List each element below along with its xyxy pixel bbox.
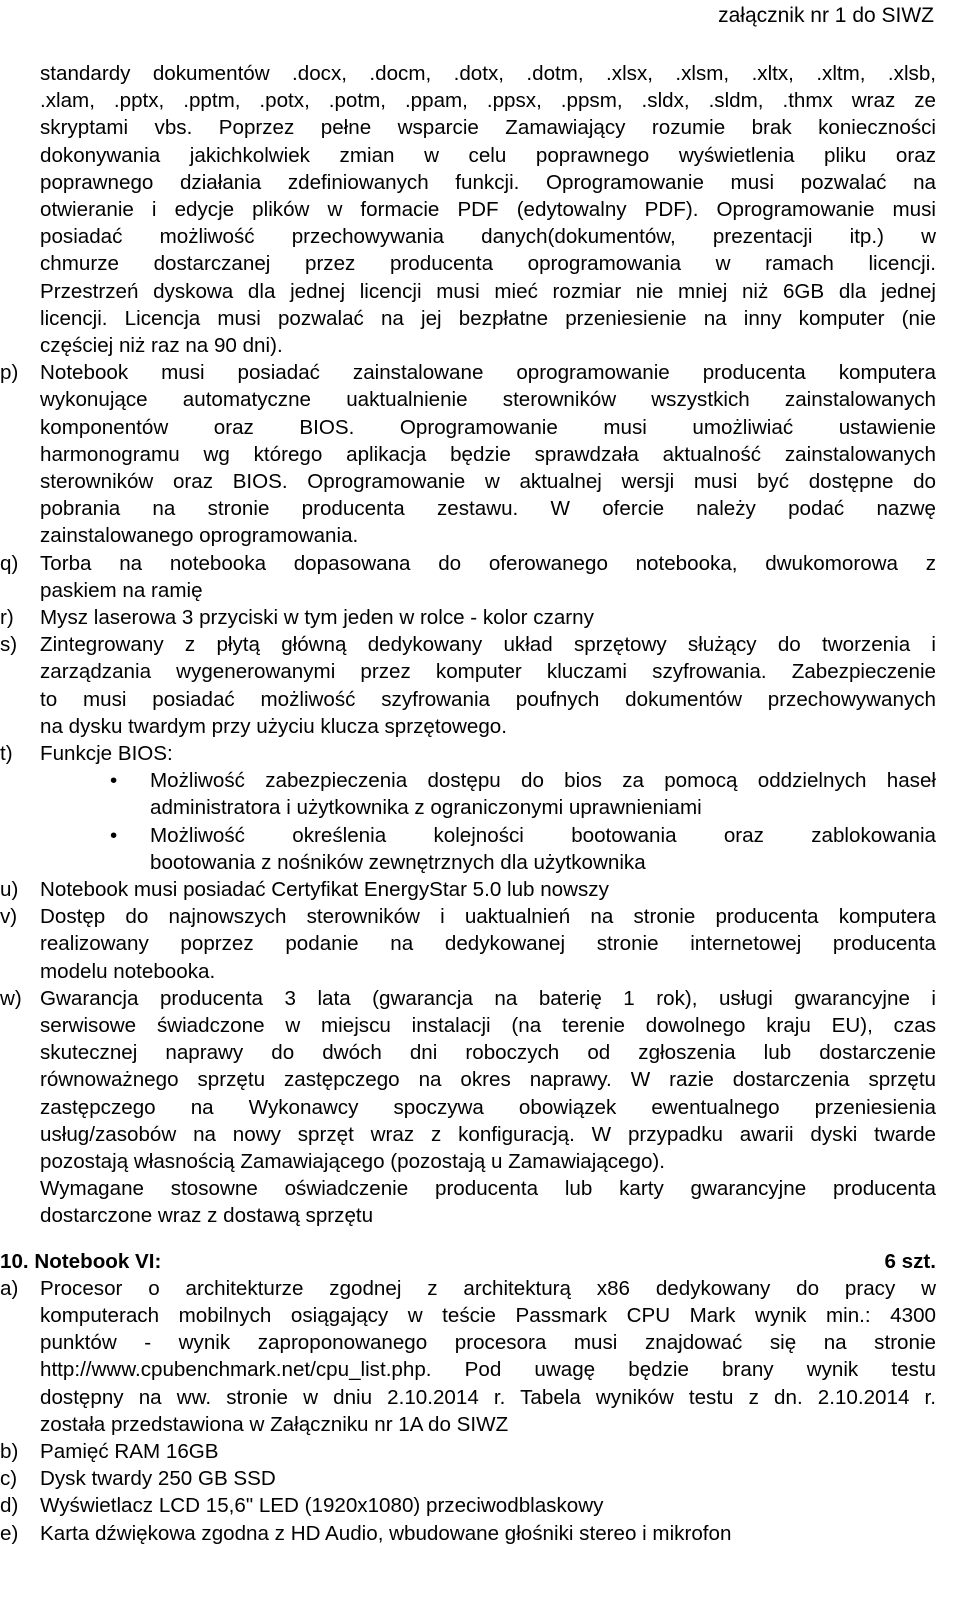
list-item-line: paskiem na ramię <box>40 578 203 602</box>
paragraph-line: otwieranie i edycje plików w formacie PDF (edytowalny PDF). Oprogramowanie musi <box>40 198 936 221</box>
list-item-line: zastępczego na Wykonawcy spoczywa obowiązek ewentualnego przeniesienia <box>40 1095 936 1119</box>
section-title: 10. Notebook VI: <box>0 1249 162 1273</box>
paragraph-line: dokonywania jakichkolwiek zmian w celu poprawnego wyświetlenia pliku oraz <box>40 143 936 167</box>
list-item-line: Wyświetlacz LCD 15,6" LED (1920x1080) przeciwodblaskowy <box>40 1494 604 1518</box>
list-item-line: dostępny na ww. stronie w dniu 2.10.2014 r. Tabela wyników testu z dn. 2.10.2014 r. <box>40 1385 936 1409</box>
list-item-line: punktów - wynik zaproponowanego procesora musi znajdować się na stronie <box>40 1331 936 1355</box>
list-item-line: Notebook musi posiadać zainstalowane oprogramowanie producenta komputera <box>40 361 936 385</box>
list-item-line: zainstalowanego oprogramowania. <box>40 524 359 548</box>
list-item-line: Mysz laserowa 3 przyciski w tym jeden w rolce - kolor czarny <box>40 606 594 629</box>
list-item-marker: b) <box>0 1440 19 1463</box>
bullet-line: Możliwość określenia kolejności bootowania oraz zablokowania <box>150 823 936 847</box>
list-item-line: Zintegrowany z płytą główną dedykowany układ sprzętowy służący do tworzenia i <box>40 633 936 657</box>
paragraph-line: chmurze dostarczanej przez producenta oprogramowania w ramach licencji. <box>40 252 936 276</box>
list-item-marker: a) <box>0 1276 19 1300</box>
paragraph-line: częściej niż raz na 90 dni). <box>40 334 283 357</box>
list-item-marker: w) <box>0 986 22 1010</box>
list-item-line: komponentów oraz BIOS. Oprogramowanie musi umożliwiać ustawienie <box>40 415 936 439</box>
list-item-line: serwisowe świadczone w miejscu instalacji (na terenie dowolnego kraju EU), czas <box>40 1014 936 1037</box>
list-item-marker: d) <box>0 1494 19 1518</box>
list-item-line: wykonujące automatyczne uaktualnienie sterowników wszystkich zainstalowanych <box>40 388 936 412</box>
document-header: załącznik nr 1 do SIWZ <box>718 4 934 27</box>
bullet-icon: • <box>110 823 118 847</box>
list-item-line: Notebook musi posiadać Certyfikat EnergyStar 5.0 lub nowszy <box>40 878 609 901</box>
list-item-line: skutecznej naprawy do dwóch dni roboczych od zgłoszenia lub dostarczenie <box>40 1041 936 1065</box>
list-item-line: Pamięć RAM 16GB <box>40 1440 219 1463</box>
bullet-line: bootowania z nośników zewnętrznych dla użytkownika <box>150 850 646 874</box>
list-item-line: Funkcje BIOS: <box>40 742 173 765</box>
paragraph-line: poprawnego działania zdefiniowanych funkcji. Oprogramowanie musi pozwalać na <box>40 170 936 194</box>
list-item-line: na dysku twardym przy użyciu klucza sprzętowego. <box>40 714 507 738</box>
paragraph-line: licencji. Licencja musi pozwalać na jej bezpłatne przeniesienie na inny komputer (nie <box>40 306 936 330</box>
list-item-marker: e) <box>0 1521 19 1545</box>
list-item-line: realizowany poprzez podanie na dedykowanej stronie internetowej producenta <box>40 932 936 956</box>
list-item-line: równoważnego sprzętu zastępczego na okres naprawy. W razie dostarczenia sprzętu <box>40 1068 936 1092</box>
list-item-line: dostarczone wraz z dostawą sprzętu <box>40 1204 374 1228</box>
list-item-line: pobrania na stronie producenta zestawu. W ofercie należy podać nazwę <box>40 497 936 521</box>
paragraph-line: Przestrzeń dyskowa dla jednej licencji musi mieć rozmiar nie mniej niż 6GB dla jednej <box>40 279 936 303</box>
list-item-marker: u) <box>0 878 19 901</box>
paragraph-line: .xlam, .pptx, .pptm, .potx, .potm, .ppam, .ppsx, .ppsm, .sldx, .sldm, .thmx wraz ze <box>40 89 936 113</box>
list-item-marker: v) <box>0 905 18 929</box>
list-item-line: usług/zasobów na nowy sprzęt wraz z konfiguracją. W przypadku awarii dyski twarde <box>40 1122 936 1146</box>
list-item-line: Wymagane stosowne oświadczenie producenta lub karty gwarancyjne producenta <box>40 1177 936 1201</box>
bullet-line: Możliwość zabezpieczenia dostępu do bios za pomocą oddzielnych haseł <box>150 769 936 793</box>
bullet-line: administratora i użytkownika z ograniczonymi uprawnieniami <box>150 796 702 820</box>
list-item-marker: s) <box>0 633 18 657</box>
list-item-line: harmonogramu wg którego aplikacja będzie sprawdzała aktualność zainstalowanych <box>40 442 936 466</box>
list-item-line: http://www.cpubenchmark.net/cpu_list.php. Pod uwagę będzie brany wynik testu <box>40 1358 936 1382</box>
paragraph-line: standardy dokumentów .docx, .docm, .dotx, .dotm, .xlsx, .xlsm, .xltx, .xltm, .xlsb, <box>40 62 936 85</box>
paragraph-line: posiadać możliwość przechowywania danych(dokumentów, prezentacji itp.) w <box>40 225 936 249</box>
list-item-line: modelu notebooka. <box>40 959 216 983</box>
list-item-marker: t) <box>0 742 13 765</box>
list-item-line: Procesor o architekturze zgodnej z architekturą x86 dedykowany do pracy w <box>40 1276 936 1300</box>
list-item-line: Gwarancja producenta 3 lata (gwarancja na baterię 1 rok), usługi gwarancyjne i <box>40 986 936 1010</box>
paragraph-line: skryptami vbs. Poprzez pełne wsparcie Zamawiający rozumie brak konieczności <box>40 116 936 140</box>
list-item-line: została przedstawiona w Załączniku nr 1A do SIWZ <box>40 1412 509 1436</box>
list-item-line: Dysk twardy 250 GB SSD <box>40 1467 276 1491</box>
list-item-marker: c) <box>0 1467 18 1491</box>
list-item-line: Dostęp do najnowszych sterowników i uaktualnień na stronie producenta komputera <box>40 905 936 929</box>
bullet-icon: • <box>110 769 118 793</box>
list-item-line: Torba na notebooka dopasowana do oferowanego notebooka, dwukomorowa z <box>40 551 936 575</box>
section-quantity: 6 szt. <box>884 1249 936 1273</box>
list-item-line: pozostają własnością Zamawiającego (pozostają u Zamawiającego). <box>40 1150 665 1173</box>
list-item-marker: r) <box>0 606 14 629</box>
list-item-line: sterowników oraz BIOS. Oprogramowanie w aktualnej wersji musi być dostępne do <box>40 470 936 493</box>
list-item-line: Karta dźwiękowa zgodna z HD Audio, wbudowane głośniki stereo i mikrofon <box>40 1521 732 1545</box>
list-item-line: komputerach mobilnych osiągający w teście Passmark CPU Mark wynik min.: 4300 <box>40 1304 936 1327</box>
list-item-marker: p) <box>0 361 19 385</box>
list-item-line: zarządzania wygenerowanymi przez komputer kluczami szyfrowania. Zabezpieczenie <box>40 660 936 684</box>
section-heading <box>0 1248 936 1276</box>
list-item-marker: q) <box>0 551 19 575</box>
list-item-line: to musi posiadać możliwość szyfrowania poufnych dokumentów przechowywanych <box>40 687 936 711</box>
